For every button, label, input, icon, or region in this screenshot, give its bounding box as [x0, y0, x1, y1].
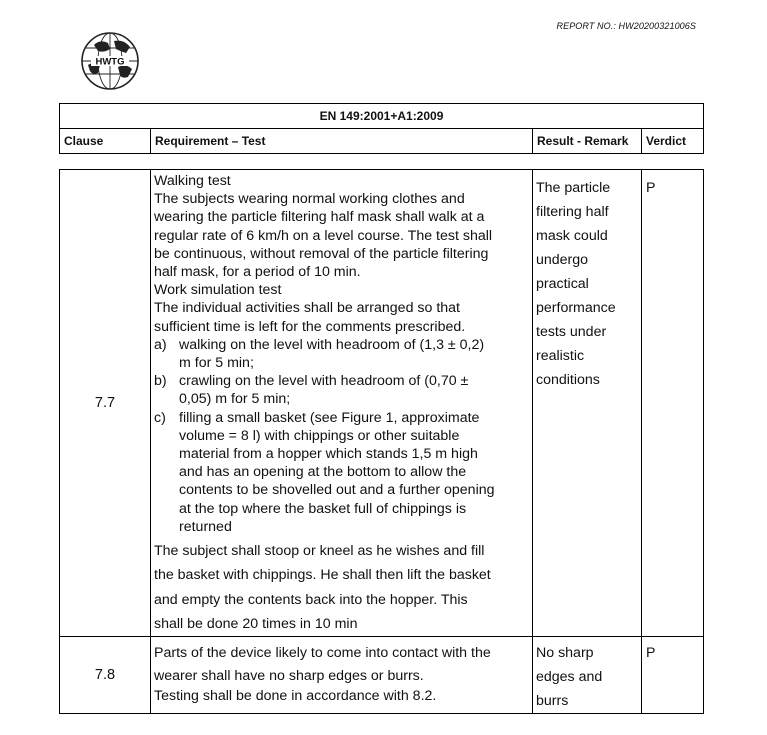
- standard-title: EN 149:2001+A1:2009: [60, 104, 704, 129]
- column-header-clause: Clause: [60, 129, 151, 154]
- list-line: contents to be shovelled out and a further opening: [179, 482, 495, 499]
- list-line: returned: [179, 518, 232, 535]
- requirement-line: Testing shall be done in accordance with 8.2.: [154, 688, 437, 705]
- verdict-cell: [642, 637, 704, 714]
- list-marker: b): [154, 373, 167, 390]
- result-line: burrs: [536, 693, 569, 710]
- list-line: m for 5 min;: [179, 355, 254, 372]
- result-cell: [533, 637, 642, 714]
- result-line: The particle: [536, 180, 611, 196]
- clause-number: 7.8: [60, 637, 151, 714]
- list-item: [154, 336, 529, 372]
- requirement-line: Walking test: [154, 173, 231, 189]
- requirement-cell: [151, 170, 533, 637]
- column-header-verdict: Verdict: [642, 129, 704, 154]
- test-results-table: [59, 169, 704, 714]
- globe-logo-icon: [80, 31, 140, 91]
- activity-list: [154, 336, 529, 536]
- column-header-result: Result - Remark: [533, 129, 642, 154]
- clause-number: 7.7: [60, 170, 151, 637]
- requirement-line: The subject shall stoop or kneel as he wishes and fill: [154, 543, 485, 560]
- result-line: No sharp: [536, 645, 594, 662]
- table-row: [60, 637, 704, 714]
- result-line: practical: [536, 276, 589, 292]
- requirement-line: the basket with chippings. He shall then lift the basket: [154, 567, 491, 584]
- requirement-line: shall be done 20 times in 10 min: [154, 615, 358, 632]
- requirement-cell: [151, 637, 533, 714]
- list-line: and has an opening at the bottom to allow the: [179, 464, 467, 481]
- requirement-line: sufficient time is left for the comments prescribed.: [154, 318, 466, 335]
- list-line: crawling on the level with headroom of (0,70 ±: [179, 373, 469, 390]
- result-line: undergo: [536, 252, 589, 268]
- list-marker: a): [154, 336, 167, 353]
- list-item: [154, 409, 529, 536]
- verdict-cell: [642, 170, 704, 637]
- list-line: volume = 8 l) with chippings or other suitable: [179, 427, 460, 444]
- result-cell: [533, 170, 642, 637]
- requirement-line: regular rate of 6 km/h on a level course. The test shall: [154, 227, 493, 244]
- requirement-line: Work simulation test: [154, 282, 282, 299]
- verdict-value: P: [646, 180, 656, 196]
- list-marker: c): [154, 409, 166, 426]
- result-line: edges and: [536, 669, 603, 686]
- list-line: at the top where the basket full of chippings is: [179, 500, 467, 517]
- requirement-line: Parts of the device likely to come into contact with the: [154, 645, 491, 662]
- requirement-line: wearer shall have no sharp edges or burrs.: [154, 668, 424, 685]
- list-line: walking on the level with headroom of (1,3 ± 0,2): [179, 336, 485, 353]
- list-item: [154, 372, 529, 408]
- logo-text: HWTG: [95, 56, 125, 68]
- requirement-tail: [154, 539, 529, 636]
- result-line: conditions: [536, 372, 600, 388]
- column-header-requirement: Requirement – Test: [151, 129, 533, 154]
- result-line: performance: [536, 300, 616, 316]
- company-logo: [80, 31, 140, 91]
- result-line: realistic: [536, 348, 585, 364]
- requirement-line: wearing the particle filtering half mask shall walk at a: [154, 209, 485, 226]
- requirement-line: The individual activities shall be arranged so that: [154, 300, 460, 317]
- verdict-value: P: [646, 645, 656, 662]
- requirement-line: be continuous, without removal of the particle filtering: [154, 245, 489, 262]
- list-line: filling a small basket (see Figure 1, approximate: [179, 409, 480, 426]
- requirement-line: half mask, for a period of 10 min.: [154, 264, 361, 281]
- result-line: filtering half: [536, 204, 609, 220]
- table-row: [60, 170, 704, 637]
- result-line: mask could: [536, 228, 608, 244]
- requirement-line: The subjects wearing normal working clothes and: [154, 191, 465, 208]
- list-line: 0,05) m for 5 min;: [179, 391, 291, 408]
- result-line: tests under: [536, 324, 607, 340]
- header-table: [59, 103, 704, 154]
- report-number: REPORT NO.: HW20200321006S: [556, 21, 696, 31]
- list-line: material from a hopper which stands 1,5 m high: [179, 446, 478, 463]
- requirement-line: and empty the contents back into the hopper. This: [154, 591, 468, 608]
